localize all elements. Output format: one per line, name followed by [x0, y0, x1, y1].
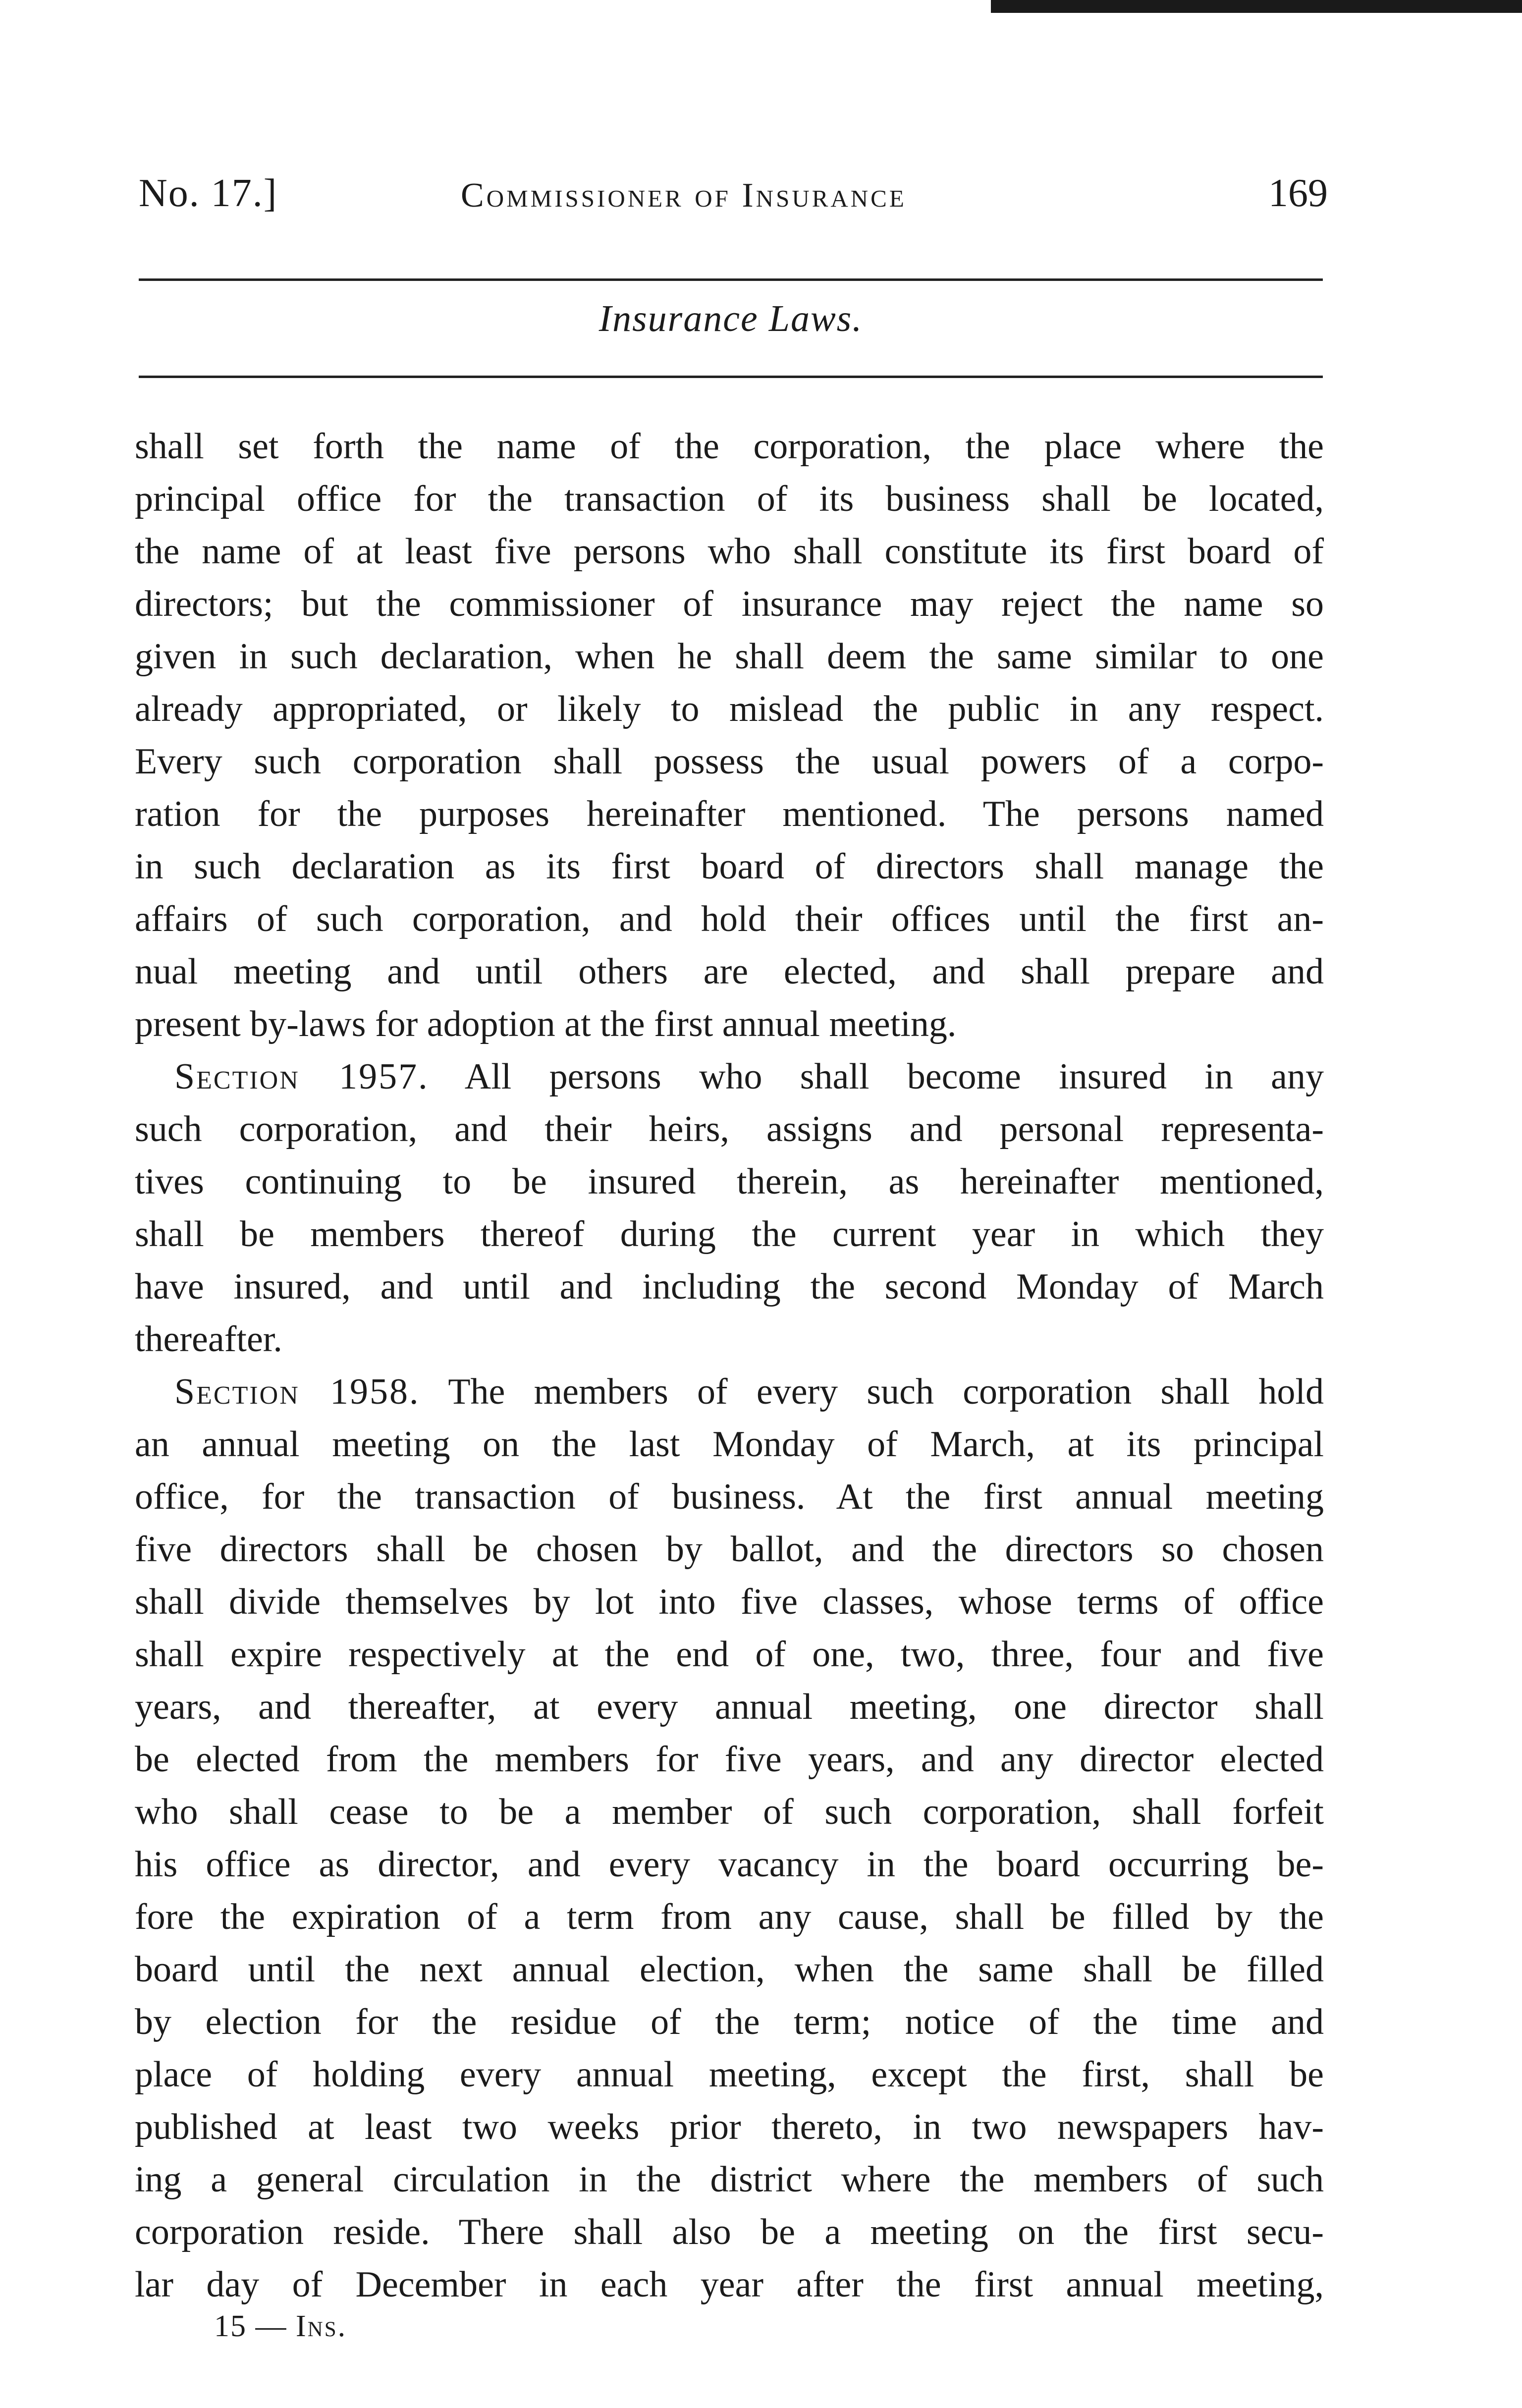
section-subhead: Insurance Laws.: [598, 298, 863, 339]
text-line: by election for the residue of the term; notice of the time and: [135, 2002, 1324, 2042]
text-line: corporation reside. There shall also be a meeting on the first secu-: [135, 2212, 1324, 2252]
text-line: shall expire respectively at the end of one, two, three, four and five: [135, 1634, 1324, 1675]
text-line: principal office for the transaction of its business shall be located,: [135, 479, 1324, 519]
text-line: in such declaration as its first board of directors shall manage the: [135, 846, 1324, 887]
signature-number: 15 —: [214, 2309, 287, 2343]
text-line: tives continuing to be insured therein, as hereinafter mentioned,: [135, 1161, 1324, 1202]
text-line: shall divide themselves by lot into five classes, whose terms of office: [135, 1582, 1324, 1622]
text-line: present by-laws for adoption at the first annual meeting.: [135, 1004, 957, 1044]
page-edge-shadow: [991, 0, 1522, 13]
text-line: who shall cease to be a member of such corporation, shall forfeit: [135, 1792, 1324, 1832]
text-line: an annual meeting on the last Monday of March, at its principal: [135, 1424, 1324, 1465]
section-label: Section 1957.: [174, 1056, 429, 1097]
text-line: shall be members thereof during the current year in which they: [135, 1214, 1324, 1255]
running-title: Commissioner of Insurance: [461, 176, 907, 215]
text-line: directors; but the commissioner of insurance may reject the name so: [135, 584, 1324, 624]
text-line: affairs of such corporation, and hold their offices until the first an-: [135, 899, 1324, 939]
text-line: years, and thereafter, at every annual meeting, one director shall: [135, 1687, 1324, 1727]
text-line: office, for the transaction of business. At the first annual meeting: [135, 1477, 1324, 1517]
section-1957-first-line: [135, 1050, 1324, 1103]
text-line: given in such declaration, when he shall deem the same similar to one: [135, 636, 1324, 677]
text-line: lar day of December in each year after the first annual meeting,: [135, 2264, 1324, 2305]
running-header: [139, 171, 1328, 225]
text-line: board until the next annual election, when the same shall be filled: [135, 1949, 1324, 1990]
text-line: thereafter.: [135, 1319, 282, 1360]
header-rule-bottom: [139, 376, 1323, 378]
section-text: All persons who shall become insured in any: [464, 1056, 1324, 1097]
header-rule-top: [139, 278, 1323, 281]
text-line: already appropriated, or likely to mislead the public in any respect.: [135, 689, 1324, 729]
text-line: Every such corporation shall possess the usual powers of a corpo-: [135, 741, 1324, 782]
body-text: [135, 420, 1324, 2311]
text-line: ration for the purposes hereinafter mentioned. The persons named: [135, 794, 1324, 834]
text-line: such corporation, and their heirs, assigns and personal representa-: [135, 1109, 1324, 1149]
text-line: be elected from the members for five years, and any director elected: [135, 1739, 1324, 1780]
section-1958-first-line: [135, 1366, 1324, 1418]
text-line: have insured, and until and including the second Monday of March: [135, 1266, 1324, 1307]
signature-mark: [214, 2309, 347, 2344]
text-line: published at least two weeks prior thereto, in two newspapers hav-: [135, 2107, 1324, 2147]
document-number: No. 17.]: [139, 171, 278, 215]
text-line: nual meeting and until others are elected, and shall prepare and: [135, 951, 1324, 992]
page-number: 169: [1268, 171, 1328, 215]
text-line: ing a general circulation in the district where the members of such: [135, 2159, 1324, 2200]
signature-abbrev: Ins.: [296, 2309, 347, 2343]
text-line: his office as director, and every vacancy in the board occurring be-: [135, 1844, 1324, 1885]
text-line: fore the expiration of a term from any cause, shall be filled by the: [135, 1897, 1324, 1937]
text-line: the name of at least five persons who shall constitute its first board of: [135, 531, 1324, 572]
section-label: Section 1958.: [174, 1371, 420, 1412]
text-line: place of holding every annual meeting, except the first, shall be: [135, 2054, 1324, 2095]
text-line: shall set forth the name of the corporation, the place where the: [135, 426, 1324, 467]
section-text: The members of every such corporation shall hold: [448, 1371, 1324, 1412]
text-line: five directors shall be chosen by ballot, and the directors so chosen: [135, 1529, 1324, 1570]
